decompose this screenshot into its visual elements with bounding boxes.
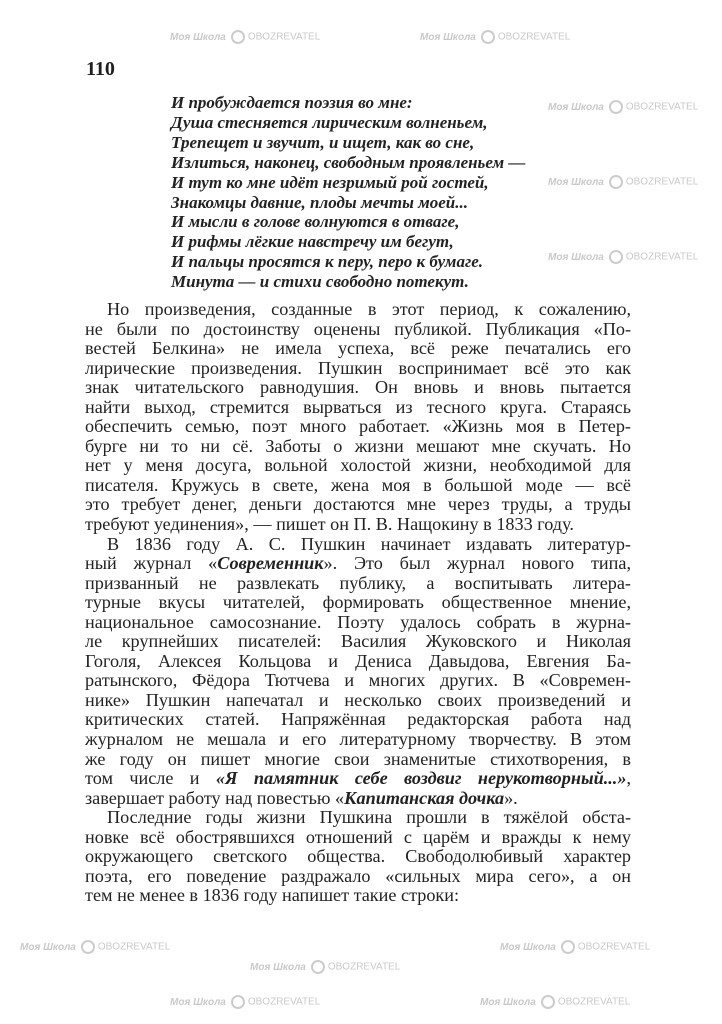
watermark [250, 960, 400, 974]
text-segment: не были по достоинству оценены публикой. Публикация «По- [85, 318, 631, 339]
poem-line: И тут ко мне идёт незримый рой гостей, [171, 172, 489, 192]
watermark-logo-icon [481, 30, 495, 44]
text-segment: ». Это был журнал нового типа, [323, 553, 631, 574]
text-segment: критических статей. Напряжённая редакторская работа над [85, 709, 631, 730]
watermark-brand: OBOZREVATEL [625, 251, 699, 263]
text-segment: журналом не мешала и его литературному творчеству. В этом [85, 729, 631, 750]
watermark-brand: OBOZREVATEL [97, 941, 171, 953]
text-segment: ратынского, Фёдора Тютчева и многих других. В «Современ- [85, 670, 631, 691]
text-segment: требуют уединения», — пишет он П. В. Нащокину в 1833 году. [85, 514, 574, 535]
text-segment: , [626, 768, 631, 789]
watermark-brand: OBOZREVATEL [497, 31, 571, 43]
watermark [548, 250, 698, 264]
text-segment: тем не менее в 1836 году напишет такие строки: [85, 885, 460, 906]
paragraph [85, 300, 631, 535]
watermark [548, 100, 698, 114]
watermark-logo-icon [311, 960, 325, 974]
text-segment: Последние годы жизни Пушкина прошли в тяжёлой обста- [107, 807, 631, 828]
watermark-logo-icon [609, 175, 623, 189]
text-segment: это требует денег, деньги достаются мне через труды, а труды [85, 494, 631, 515]
watermark [500, 940, 650, 954]
text-line [85, 495, 631, 515]
text-line [85, 320, 631, 340]
text-line [85, 378, 631, 398]
text-line [85, 652, 631, 672]
text-line [85, 808, 631, 828]
poem-line: И рифмы лёгкие навстречу им бегут, [171, 232, 454, 252]
text-segment: же году он пишет многие свои знаменитые стихотворения, в [85, 748, 631, 769]
text-segment: завершает работу над повестью « [85, 787, 345, 808]
text-segment: нет у меня досуга, вольной холостой жизни, необходимой для [85, 455, 631, 476]
watermark-school: Моя Школа [548, 101, 604, 113]
text-line [85, 789, 631, 809]
watermark-school: Моя Школа [250, 961, 306, 973]
text-line [85, 691, 631, 711]
text-segment: Гоголя, Алексея Кольцова и Дениса Давыдова, Евгения Ба- [85, 650, 631, 671]
watermark [20, 940, 170, 954]
watermark [420, 30, 570, 44]
text-segment: ». [504, 787, 518, 808]
watermark-brand: OBOZREVATEL [625, 101, 699, 113]
watermark [170, 30, 320, 44]
text-segment: обеспечить семью, поэт много работает. «Жизнь моя в Петер- [85, 416, 631, 437]
poem-line: Трепещет и звучит, и ищет, как во сне, [171, 132, 475, 152]
text-line [85, 613, 631, 633]
text-line [85, 417, 631, 437]
watermark-school: Моя Школа [170, 996, 226, 1008]
poem-excerpt [171, 93, 525, 292]
text-line [85, 769, 631, 789]
page-number: 110 [86, 58, 115, 80]
text-segment: нике» Пушкин напечатал и несколько своих произведений и [85, 689, 631, 710]
watermark-school: Моя Школа [420, 31, 476, 43]
text-line [85, 730, 631, 750]
text-line [85, 632, 631, 652]
text-line [85, 437, 631, 457]
text-line [85, 476, 631, 496]
watermark-brand: OBOZREVATEL [327, 961, 401, 973]
watermark-logo-icon [541, 995, 555, 1009]
poem-line: И пробуждается поэзия во мне: [171, 93, 413, 112]
text-line [85, 828, 631, 848]
text-segment: знак читательского равнодушия. Он вновь и вновь пытается [85, 377, 631, 398]
text-line [85, 750, 631, 770]
text-segment: турные вкусы читателей, формировать общественное мнение, [85, 592, 631, 613]
poem-line: И пальцы просятся к перу, перо к бумаге. [171, 252, 484, 272]
watermark-school: Моя Школа [548, 251, 604, 263]
text-line [85, 535, 631, 555]
poem-line: Знакомцы давние, плоды мечты моей... [171, 192, 469, 212]
text-segment: вестей Белкина» не имела успеха, всё реже печатались его [85, 338, 631, 359]
emphasized-title: Современник [217, 553, 324, 574]
body-text [85, 300, 631, 906]
text-segment: ный журнал « [85, 553, 218, 574]
text-segment: окружающего светского общества. Свободолюбивый характер [85, 846, 631, 867]
text-line [85, 359, 631, 379]
text-line [85, 515, 631, 535]
text-line [85, 886, 631, 906]
paragraph [85, 808, 631, 906]
text-segment: призванный не развлекать публику, а воспитывать литера- [85, 572, 631, 593]
text-segment: поэта, его поведение раздражало «сильных мира сего», а он [85, 865, 631, 886]
text-line [85, 671, 631, 691]
text-segment: бурге ни то ни сё. Заботы о жизни мешают мне скучать. Но [85, 435, 631, 456]
poem-line: И мысли в голове волнуются в отваге, [171, 212, 460, 232]
poem-line: Душа стесняется лирическим волненьем, [171, 112, 488, 132]
watermark [548, 175, 698, 189]
text-line [85, 456, 631, 476]
emphasized-title: «Я памятник себе воздвиг нерукотворный...» [215, 768, 627, 789]
text-line [85, 593, 631, 613]
watermark-logo-icon [609, 100, 623, 114]
watermark-school: Моя Школа [548, 176, 604, 188]
watermark-logo-icon [231, 995, 245, 1009]
text-line [85, 847, 631, 867]
text-segment: том числе и [85, 768, 216, 789]
watermark-brand: OBOZREVATEL [577, 941, 651, 953]
poem-line: Излиться, наконец, свободным проявленьем — [171, 152, 526, 172]
text-line [85, 398, 631, 418]
poem-line: Минута — и стихи свободно потекут. [171, 272, 469, 292]
text-segment: ле крупнейших писателей: Василия Жуковского и Николая [85, 631, 631, 652]
text-segment: писателя. Кружусь в свете, жена моя в большой моде — всё [85, 474, 631, 495]
text-segment: новке всё обострявшихся отношений с царём и вражды к нему [85, 826, 631, 847]
watermark [480, 995, 630, 1009]
text-line [85, 554, 631, 574]
paragraph [85, 535, 631, 809]
watermark-logo-icon [231, 30, 245, 44]
watermark-logo-icon [609, 250, 623, 264]
text-segment: лирические произведения. Пушкин воспринимает всё это как [85, 357, 631, 378]
watermark-brand: OBOZREVATEL [247, 31, 321, 43]
text-segment: В 1836 году А. С. Пушкин начинает издавать литератур- [107, 533, 631, 554]
emphasized-title: Капитанская дочка [344, 787, 505, 808]
text-line [85, 300, 631, 320]
watermark-logo-icon [81, 940, 95, 954]
text-line [85, 574, 631, 594]
watermark [170, 995, 320, 1009]
text-line [85, 339, 631, 359]
text-line [85, 710, 631, 730]
watermark-brand: OBOZREVATEL [557, 996, 631, 1008]
watermark-logo-icon [561, 940, 575, 954]
text-segment: национальное самосознание. Поэту удалось собрать в журна- [85, 611, 631, 632]
watermark-school: Моя Школа [480, 996, 536, 1008]
watermark-brand: OBOZREVATEL [625, 176, 699, 188]
watermark-school: Моя Школа [20, 941, 76, 953]
text-segment: Но произведения, созданные в этот период, к сожалению, [107, 299, 631, 319]
watermark-brand: OBOZREVATEL [247, 996, 321, 1008]
watermark-school: Моя Школа [170, 31, 226, 43]
watermark-school: Моя Школа [500, 941, 556, 953]
text-line [85, 867, 631, 887]
text-segment: найти выход, стремится вырваться из тесного круга. Стараясь [85, 396, 631, 417]
